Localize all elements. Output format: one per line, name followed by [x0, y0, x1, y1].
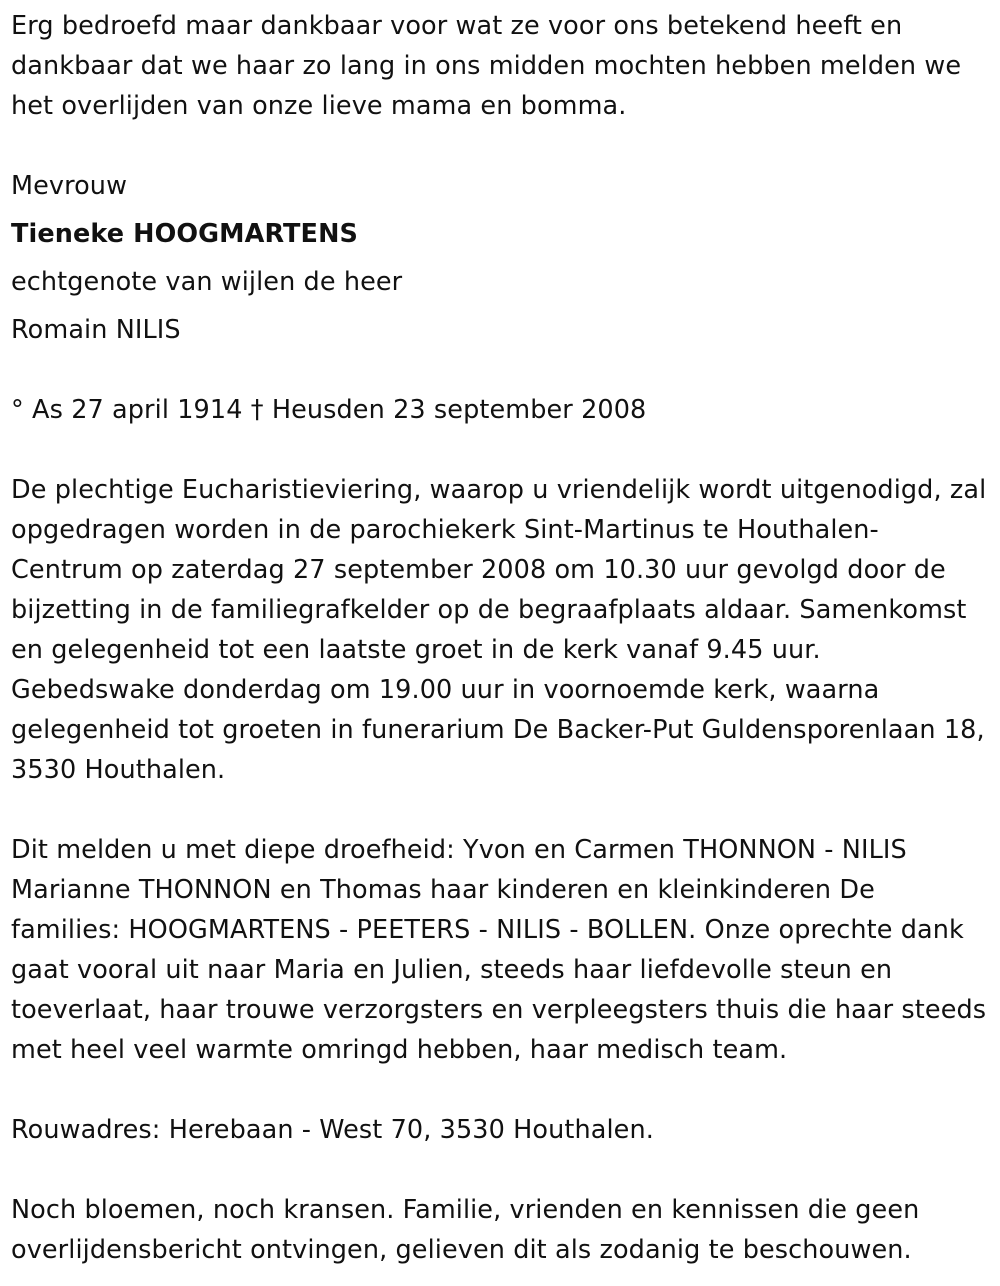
spouse-line: echtgenote van wijlen de heer — [11, 267, 403, 297]
closing-paragraph: Noch bloemen, noch kransen. Familie, vrienden en kennissen die geen overlijdensbericht ontvingen, gelieven dit als zodanig te beschouwen. — [11, 1195, 920, 1265]
mourning-address: Rouwadres: Herebaan - West 70, 3530 Houthalen. — [11, 1115, 654, 1145]
family-paragraph: Dit melden u met diepe droefheid: Yvon en Carmen THONNON - NILIS Marianne THONNON en Thomas haar kinderen en kleinkinderen De families: HOOGMARTENS - PEETERS - NILIS - BOLLEN. Onze oprechte dank gaat vooral uit naar Maria en Julien, steeds haar liefdevolle steun en toeverlaat, haar trouwe verzorgsters en verpleegsters thuis die haar steeds met heel veel warmte omringd hebben, haar medisch team. — [11, 835, 987, 1065]
cross-icon: † — [250, 395, 264, 425]
salutation: Mevrouw — [11, 171, 128, 201]
spouse-name: Romain NILIS — [11, 315, 181, 345]
birth-date: ° As 27 april 1914 — [11, 395, 243, 425]
intro-paragraph: Erg bedroefd maar dankbaar voor wat ze voor ons betekend heeft en dankbaar dat we haar zo lang in ons midden mochten hebben melden we het overlijden van onze lieve mama en bomma. — [11, 11, 962, 121]
ceremony-paragraph: De plechtige Eucharistieviering, waarop u vriendelijk wordt uitgenodigd, zal opgedragen worden in de parochiekerk Sint-Martinus te Houthalen-Centrum op zaterdag 27 september 2008 om 10.30 uur gevolgd door de bijzetting in de familiegrafkelder op de begraafplaats aldaar. Samenkomst en gelegenheid tot een laatste groet in de kerk vanaf 9.45 uur. Gebedswake donderdag om 19.00 uur in voornoemde kerk, waarna gelegenheid tot groeten in funerarium De Backer-Put Guldensporenlaan 18, 3530 Houthalen. — [11, 475, 987, 785]
dates-line — [11, 390, 989, 430]
death-date: Heusden 23 september 2008 — [271, 395, 647, 425]
deceased-name: Tieneke HOOGMARTENS — [11, 219, 358, 249]
